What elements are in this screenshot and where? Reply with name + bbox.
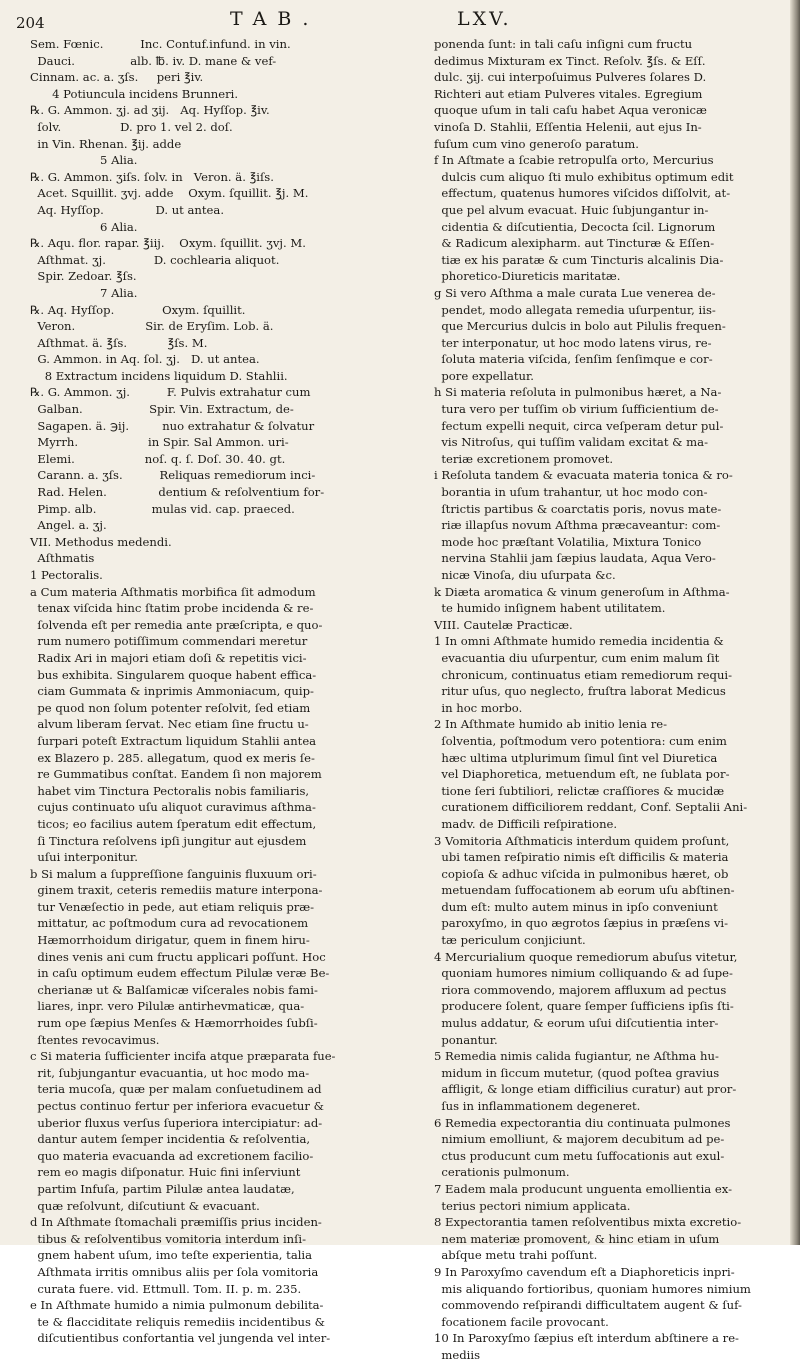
text-line: nicæ Vinoſa, diu uſurpata &c. [434,568,616,582]
text-line: 1 Pectoralis. [30,568,103,582]
text-line: ſolvenda eſt per remedia ante præſcripta, e quo- [30,617,323,632]
text-line: affligit, & longe etiam difficilius curatur) aut pror- [434,1082,737,1097]
text-line: uberior fluxus verſus ſuperiora intercipiatur: ad- [30,1115,323,1130]
text-line: 8 Expectorantia tamen reſolventibus mixta excretio- [434,1215,742,1230]
page-number: 204 [16,14,45,32]
text-line: Galban. Spir. Vin. Extractum, de- [30,402,294,417]
text-line: 6 Alia. [30,219,138,234]
text-line: quoque uſum in tali caſu habet Aqua veronicæ [434,103,707,118]
text-line: tenax viſcida hinc ſtatim probe incidenda & re- [30,601,314,616]
text-line: effectum, quatenus humores viſcidos diſſolvit, at- [434,186,731,201]
text-line: habet vim Tinctura Pectoralis nobis familiaris, [30,783,310,798]
text-line: 9 In Paroxyſmo cavendum eſt a Diaphoreticis inpri- [434,1264,735,1279]
text-line: ſtrictis partibus & coarctatis poris, novus mate- [434,501,722,516]
text-line: 4 Mercurialium quoque remediorum abuſus vitetur, [434,949,738,964]
text-line: in hoc morbo. [434,700,523,715]
text-line: g Si vero Aſthma a male curata Lue venerea de- [434,285,716,300]
text-line: Cinnam. ac. a. ʒſs. peri ℥iv. [30,70,204,85]
text-line: tura vero per tuſſim ob virium ſufficientium de- [434,402,719,417]
text-line: ſoluta materia viſcida, ſenſim ſenſimque e cor- [434,352,713,367]
text-line: rem eo magis diſponatur. Huic fini inſerviunt [30,1165,301,1180]
text-line: dines venis ani cum fructu applicari poſſunt. Hoc [30,949,326,964]
text-line: riæ illapſus novum Aſthma præcaveantur: com- [434,518,721,533]
text-line: cherianæ ut & Balſamicæ viſcerales nobis fami- [30,982,318,997]
text-line: cujus continuato uſu aliquot curavimus aſthma- [30,800,316,815]
text-line: nem materiæ promovent, & hinc etiam in uſum [434,1231,720,1246]
text-line: ſolventia, poſtmodum vero potentiora: cum enim [434,733,727,748]
text-line: commovendo reſpirandi difficultatem augent & ſuf- [434,1298,742,1313]
text-line: ponantur. [434,1032,498,1047]
text-line: partim Infuſa, partim Pilulæ antea laudatæ, [30,1181,295,1196]
text-line: Dauci. alb. ℔. iv. D. mane & vef- [30,53,277,68]
text-line: VII. Methodus medendi. [30,534,172,549]
text-line: a Cum materia Aſthmatis morbifica ſit admodum [30,584,316,599]
text-line: ctus producunt cum metu ſuffocationis aut exul- [434,1148,725,1163]
text-line: metuendam ſuffocationem ab eorum uſu abſtinen- [434,883,735,898]
text-line: ritur uſus, quo neglecto, fruſtra laborat Medicus [434,684,726,699]
text-line: Aſthmat. ä. ℥ſs. ℥ſs. M. [30,335,208,350]
text-line: Radix Ari in majori etiam doſi & repetitis vici- [30,650,307,665]
text-line: ticos; eo facilius autem ſperatum edit effectum, [30,816,317,831]
text-line: d In Aſthmate ſtomachali præmiſſis prius inciden- [30,1215,322,1230]
text-line: ginem traxit, ceteris remediis mature interpona- [30,883,323,898]
text-line: cidentia & diſcutientia, Decocta ſcil. Lignorum [434,219,716,234]
text-line: phoretico-Diureticis maritatæ. [434,269,621,284]
text-line: b Si malum a ſuppreſſione ſanguinis fluxuum ori- [30,866,317,881]
text-line: dum eſt: multo autem minus in ipſo conveniunt [434,899,718,914]
text-line: ℞. Aq. Hyſſop. Oxym. ſquillit. [30,302,246,317]
text-line: nimium emolliunt, & majorem decubitum ad pe- [434,1132,725,1147]
text-line: ter interponatur, ut hoc modo latens virus, re- [434,335,712,350]
binding-edge-shadow [790,0,800,1245]
text-line: Myrrh. in Spir. Sal Ammon. uri- [30,435,289,450]
text-line: liares, inpr. vero Pilulæ antirhevmaticæ, qua- [30,999,305,1014]
text-line: Carann. a. ʒſs. Reliquas remediorum inci- [30,468,316,483]
text-line: 1 In omni Aſthmate humido remedia incidentia & [434,634,724,649]
text-line: cerationis pulmonum. [434,1165,570,1180]
text-line: e In Aſthmate humido a nimia pulmonum debilita- [30,1298,324,1313]
text-line: ſi Tinctura reſolvens ipſi jungitur aut ejusdem [30,833,307,848]
text-line: mediis [434,1347,481,1362]
text-line: vis Nitroſus, qui tuſſim validam excitat & ma- [434,435,708,450]
text-line: tæ periculum conjiciunt. [434,933,586,948]
text-line: teria mucoſa, quæ per malam conſuetudinem ad [30,1082,322,1097]
text-line: borantia in uſum trahantur, ut hoc modo con- [434,485,708,500]
text-line: chronicum, continuatus etiam remediorum requi- [434,667,733,682]
text-line: teriæ excretionem promovet. [434,451,614,466]
text-line: Angel. a. ʒj. [30,518,107,533]
text-line: curata fuere. vid. Ettmull. Tom. II. p. m. 235. [30,1281,302,1296]
text-line: dulcis cum aliquo ſti mulo exhibitus optimum edit [434,169,734,184]
text-line: VIII. Cautelæ Practicæ. [434,617,573,632]
text-line: pore expellatur. [434,368,534,383]
text-line: Hæmorrhoidum dirigatur, quem in finem hiru- [30,933,310,948]
text-line: vinoſa D. Stahlii, Eſſentia Helenii, aut ejus In- [434,119,702,134]
text-line: vel Diaphoretica, metuendum eſt, ne ſublata por- [434,767,730,782]
text-line: abſque metu trahi poſſunt. [434,1248,598,1263]
text-line: mittatur, ac poſtmodum cura ad revocationem [30,916,309,931]
right-column [434,36,786,1364]
text-line: Spir. Zedoar. ℥ſs. [30,269,137,284]
text-line: ciam Gummata & inprimis Ammoniacum, quip- [30,684,314,699]
text-line: curationem difficiliorem reddant, Conf. Septalii Ani- [434,800,748,815]
text-line: tiæ ex his paratæ & cum Tincturis alcalinis Dia- [434,252,724,267]
text-line: re Gummatibus conſtat. Eandem ſi non majorem [30,767,322,782]
text-line: alvum liberam ſervat. Nec etiam ſine fructu u- [30,717,309,732]
text-line: te humido inſignem habent utilitatem. [434,601,666,616]
text-line: fuſum cum vino generoſo paratum. [434,136,639,151]
text-line: 2 In Aſthmate humido ab initio lenia re- [434,717,668,732]
text-line: Pimp. alb. mulas vid. cap. praeced. [30,501,295,516]
text-line: 8 Extractum incidens liquidum D. Stahlii. [30,368,288,383]
text-line: 3 Vomitoria Aſthmaticis interdum quidem proſunt, [434,833,730,848]
text-line: paroxyſmo, in quo ægrotos ſæpius in præſens vi- [434,916,729,931]
text-line: pectus continuo fertur per inferiora evacuetur & [30,1099,324,1113]
text-line: Rad. Helen. dentium & reſolventium for- [30,485,325,500]
text-line: Aſthmat. ʒj. D. cochlearia aliquot. [30,252,280,267]
text-line: uſui interponitur. [30,850,138,865]
text-line: ℞. G. Ammon. ʒiſs. ſolv. in Veron. ä. ℥iſs. [30,169,274,184]
text-line: mode hoc præſtant Volatilia, Mixtura Tonico [434,534,702,549]
text-line: in Vin. Rhenan. ℥ij. adde [30,136,182,151]
text-line: Sagapen. ä. ℈ij. nuo extrahatur & ſolvatur [30,418,315,433]
text-line: que Mercurius dulcis in bolo aut Pilulis frequen- [434,319,726,334]
text-line: evacuantia diu uſurpentur, cum enim malum ſit [434,650,720,665]
text-line: diſcutientibus confortantia vel jungenda vel inter- [30,1331,331,1346]
text-line: rum numero potiſſimum commendari meretur [30,634,308,649]
text-line: dantur autem ſemper incidentia & reſolventia, [30,1132,311,1147]
running-title-right: LXV. [457,8,512,30]
left-column [30,36,420,1347]
text-line: & Radicum alexipharm. aut Tincturæ & Eſſen- [434,236,715,251]
text-line: Acet. Squillit. ʒvj. adde Oxym. ſquillit. ℥j. M. [30,186,309,201]
text-line: 7 Eadem mala producunt unguenta emollientia ex- [434,1181,732,1196]
text-line: c Si materia ſufficienter incifa atque præparata fue- [30,1049,336,1064]
text-line: Sem. Fœnic. Inc. Contuf.infund. in vin. [30,37,291,51]
text-line: dulc. ʒij. cui interpoſuimus Pulveres ſolares D. [434,70,707,85]
text-line: 7 Alia. [30,285,138,300]
text-line: ℞. G. Ammon. ʒj. ad ʒij. Aq. Hyſſop. ℥iv. [30,103,270,118]
text-line: midum in ſiccum mutetur, (quod poſtea gravius [434,1065,720,1080]
text-line: tione ſeri ſubtiliori, relictæ craſſiores & mucidæ [434,783,725,798]
text-line: dedimus Mixturam ex Tinct. Reſolv. ℥ſs. & Eſſ. [434,53,706,68]
text-line: Aſthmata irritis omnibus aliis per ſola vomitoria [30,1264,319,1279]
text-line: quoniam humores nimium colliquando & ad ſupe- [434,966,733,981]
text-line: 5 Remedia nimis calida fugiantur, ne Aſthma hu- [434,1049,719,1064]
running-title-left: TAB. [230,8,320,30]
text-line: Elemi. noſ. q. ſ. Doſ. 30. 40. gt. [30,451,286,466]
text-line: pe quod non ſolum potenter reſolvit, ſed etiam [30,700,311,715]
text-line: Veron. Sir. de Eryſim. Lob. ä. [30,319,274,334]
text-line: gnem habent uſum, imo teſte experientia, talia [30,1248,313,1263]
text-line: G. Ammon. in Aq. ſol. ʒj. D. ut antea. [30,352,260,367]
text-line: ſolv. D. pro 1. vel 2. doſ. [30,119,233,134]
text-line: rit, ſubjungantur evacuantia, ut hoc modo ma- [30,1065,310,1080]
text-line: in caſu optimum eudem effectum Pilulæ veræ Be- [30,966,330,981]
text-line: quæ reſolvunt, diſcutiunt & evacuant. [30,1198,260,1213]
text-line: ſus in inflammationem degeneret. [434,1099,641,1113]
text-line: focationem facile provocant. [434,1314,609,1329]
text-line: que pel alvum evacuat. Huic ſubjungantur in- [434,202,709,217]
text-line: 6 Remedia expectorantia diu continuata pulmones [434,1115,731,1130]
text-line: copioſa & adhuc viſcida in pulmonibus hæret, ob [434,866,729,881]
text-line: Aſthmatis [30,551,95,566]
text-line: mulus addatur, & eorum uſui diſcutientia inter- [434,1016,719,1031]
text-line: k Diæta aromatica & vinum generoſum in Aſthma- [434,584,730,599]
text-line: pendet, modo allegata remedia uſurpentur, iis- [434,302,716,317]
text-line: ponenda ſunt: in tali caſu inſigni cum fructu [434,37,693,51]
text-line: 4 Potiuncula incidens Brunneri. [30,86,239,101]
text-line: rum ope ſæpius Menſes & Hæmorrhoides ſubſi- [30,1016,318,1031]
text-line: bus exhibita. Singularem quoque habent effica- [30,667,317,682]
text-line: h Si materia reſoluta in pulmonibus hæret, a Na- [434,385,722,400]
text-line: Aq. Hyſſop. D. ut antea. [30,202,225,217]
text-line: 5 Alia. [30,153,138,168]
text-line: ℞. Aqu. flor. rapar. ℥iij. Oxym. ſquillit. ʒvj. M. [30,236,306,251]
text-line: tibus & reſolventibus vomitoria interdum inſi- [30,1231,307,1246]
text-line: riora commovendo, majorem affluxum ad pectus [434,982,727,997]
text-line: nervina Stahlii jam ſæpius laudata, Aqua Vero- [434,551,716,566]
text-line: ſurpari poteſt Extractum liquidum Stahlii antea [30,733,317,748]
text-line: 10 In Paroxyſmo ſæpius eſt interdum abſtinere a re- [434,1331,739,1346]
text-line: producere ſolent, quare ſemper ſufficiens ipſis ſti- [434,999,734,1014]
text-line: ubi tamen reſpiratio nimis eſt difficilis & materia [434,850,729,865]
text-line: terius pectori nimium applicata. [434,1198,631,1213]
text-line: mis aliquando fortioribus, quoniam humores nimium [434,1281,751,1296]
text-line: ex Blazero p. 285. allegatum, quod ex meris ſe- [30,750,315,765]
text-line: quo materia evacuanda ad excretionem facilio- [30,1148,314,1163]
text-line: fectum expelli nequit, circa veſperam detur pul- [434,418,724,433]
text-line: tur Venæſectio in pede, aut etiam reliquis præ- [30,899,315,914]
text-line: ſtentes revocavimus. [30,1032,160,1047]
text-line: ℞. G. Ammon. ʒj. F. Pulvis extrahatur cum [30,385,311,400]
text-line: te & flacciditate reliquis remediis incidentibus & [30,1314,325,1329]
text-line: f In Aſtmate a ſcabie retropulſa orto, Mercurius [434,153,714,168]
text-line: madv. de Difficili reſpiratione. [434,816,618,831]
text-line: hæc ultima utplurimum ſimul ſint vel Diuretica [434,750,718,765]
text-line: Richteri aut etiam Pulveres vitales. Egregium [434,86,703,101]
text-line: i Reſoluta tandem & evacuata materia tonica & ro- [434,468,733,483]
